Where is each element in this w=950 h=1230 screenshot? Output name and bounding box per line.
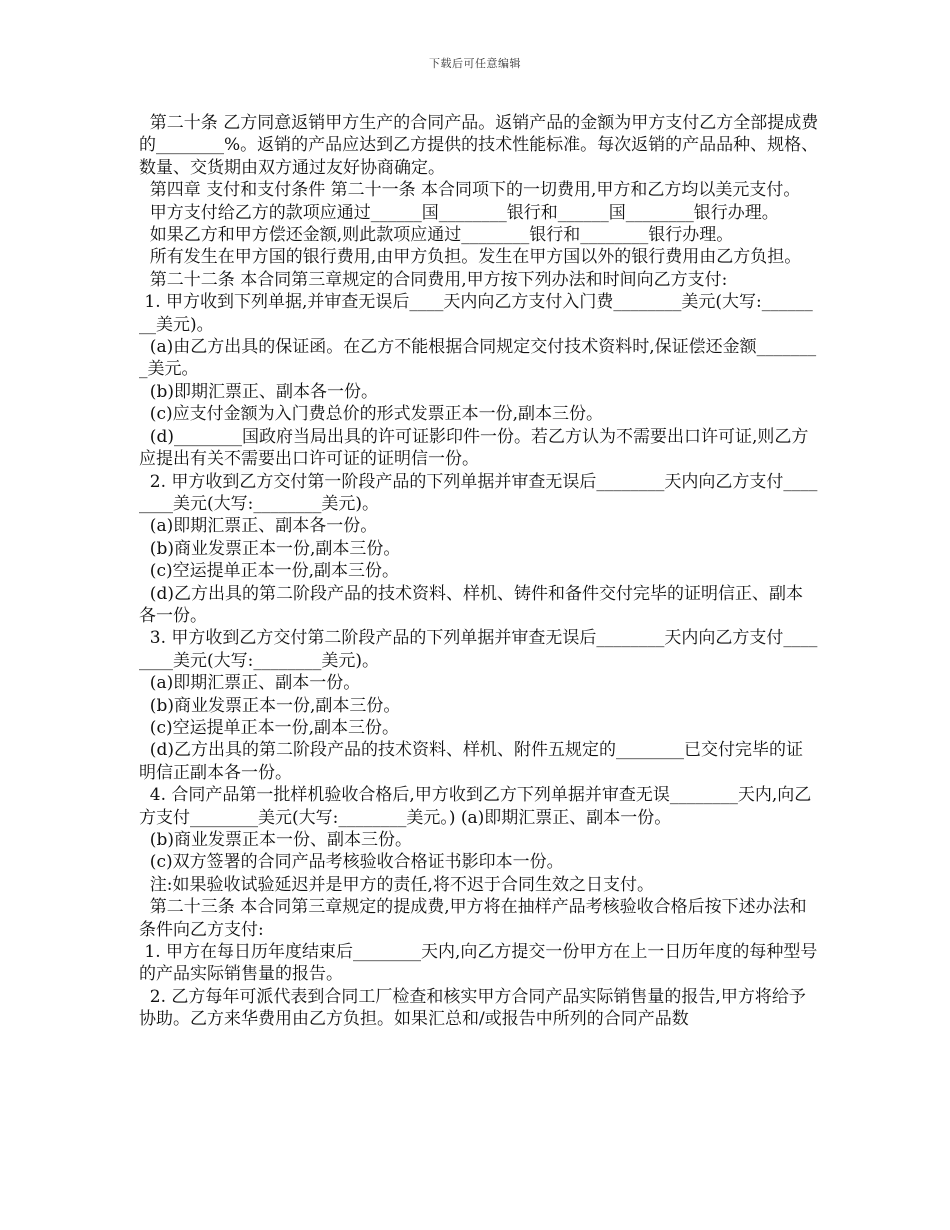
paragraph-repayment-banks: 如果乙方和甲方偿还金额,则此款项应通过________银行和________银行办理。 <box>139 225 734 246</box>
paragraph-article-20: 第二十条 乙方同意返销甲方生产的合同产品。返销产品的金额为甲方支付乙方全部提成费的________%。返销的产品应达到乙方提供的技术性能标准。每次返销的产品品种、规格、数量、交货期由双方通过友好协商确定。 <box>139 113 819 178</box>
paragraph-payment-banks: 甲方支付给乙方的款项应通过______国________银行和______国________银行办理。 <box>139 202 779 223</box>
paragraph-article-22: 第二十二条 本合同第三章规定的合同费用,甲方按下列办法和时间向乙方支付: <box>139 269 728 290</box>
paragraph-article-23-item-2: 2. 乙方每年可派代表到合同工厂检查和核实甲方合同产品实际销售量的报告,甲方将给予协助。乙方来华费用由乙方负担。如果汇总和/或报告中所列的合同产品数 <box>139 986 806 1030</box>
paragraph-item-2a: (a)即期汇票正、副本各一份。 <box>139 516 378 537</box>
paragraph-item-3a: (a)即期汇票正、副本一份。 <box>139 673 361 694</box>
paragraph-item-1c: (c)应支付金额为入门费总价的形式发票正本一份,副本三份。 <box>139 404 603 425</box>
page-header: 下载后可任意编辑 <box>429 57 521 70</box>
paragraph-note: 注:如果验收试验延迟并是甲方的责任,将不迟于合同生效之日支付。 <box>139 874 654 895</box>
paragraph-item-2d: (d)乙方出具的第二阶段产品的技术资料、样机、铸件和备件交付完毕的证明信正、副本各一份。 <box>139 583 803 626</box>
paragraph-item-3d: (d)乙方出具的第二阶段产品的技术资料、样机、附件五规定的________已交付完毕的证明信正副本各一份。 <box>139 740 803 783</box>
paragraph-item-1a: (a)由乙方出具的保证函。在乙方不能根据合同规定交付技术资料时,保证偿还金额________美元。 <box>139 337 817 380</box>
paragraph-item-3c: (c)空运提单正本一份,副本三份。 <box>139 717 399 738</box>
paragraph-item-2b: (b)商业发票正本一份,副本三份。 <box>139 538 401 559</box>
paragraph-bank-fees: 所有发生在甲方国的银行费用,由甲方负担。发生在甲方国以外的银行费用由乙方负担。 <box>139 247 802 268</box>
paragraph-item-1: 1. 甲方收到下列单据,并审查无误后____天内向乙方支付入门费________美元(大写:________美元)。 <box>139 292 813 335</box>
paragraph-item-2c: (c)空运提单正本一份,副本三份。 <box>139 561 399 582</box>
paragraph-item-3b: (b)商业发票正本一份,副本三份。 <box>139 695 401 716</box>
paragraph-item-2: 2. 甲方收到乙方交付第一阶段产品的下列单据并审查无误后________天内向乙方支付________美元(大写:________美元)。 <box>139 471 818 514</box>
document-body <box>139 112 819 1031</box>
paragraph-item-1d: (d)________国政府当局出具的许可证影印件一份。若乙方认为不需要出口许可证,则乙方应提出有关不需要出口许可证的证明信一份。 <box>139 426 809 470</box>
paragraph-item-4c: (c)双方签署的合同产品考核验收合格证书影印本一份。 <box>139 852 564 873</box>
paragraph-item-3: 3. 甲方收到乙方交付第二阶段产品的下列单据并审查无误后________天内向乙方支付________美元(大写:________美元)。 <box>139 628 818 671</box>
paragraph-item-1b: (b)即期汇票正、副本各一份。 <box>139 381 378 402</box>
paragraph-item-4b: (b)商业发票正本一份、副本三份。 <box>139 830 412 850</box>
paragraph-article-23-item-1: 1. 甲方在每日历年度结束后________天内,向乙方提交一份甲方在上一日历年度的每种型号的产品实际销售量的报告。 <box>139 942 818 985</box>
paragraph-article-23: 第二十三条 本合同第三章规定的提成费,甲方将在抽样产品考核验收合格后按下述办法和条件向乙方支付: <box>139 897 807 940</box>
paragraph-item-4: 4. 合同产品第一批样机验收合格后,甲方收到乙方下列单据并审查无误________天内,向乙方支付________美元(大写:________美元。) (a)即期汇票正、副本一份。 <box>139 785 812 828</box>
paragraph-chapter-4-article-21: 第四章 支付和支付条件 第二十一条 本合同项下的一切费用,甲方和乙方均以美元支付。 <box>139 180 801 201</box>
